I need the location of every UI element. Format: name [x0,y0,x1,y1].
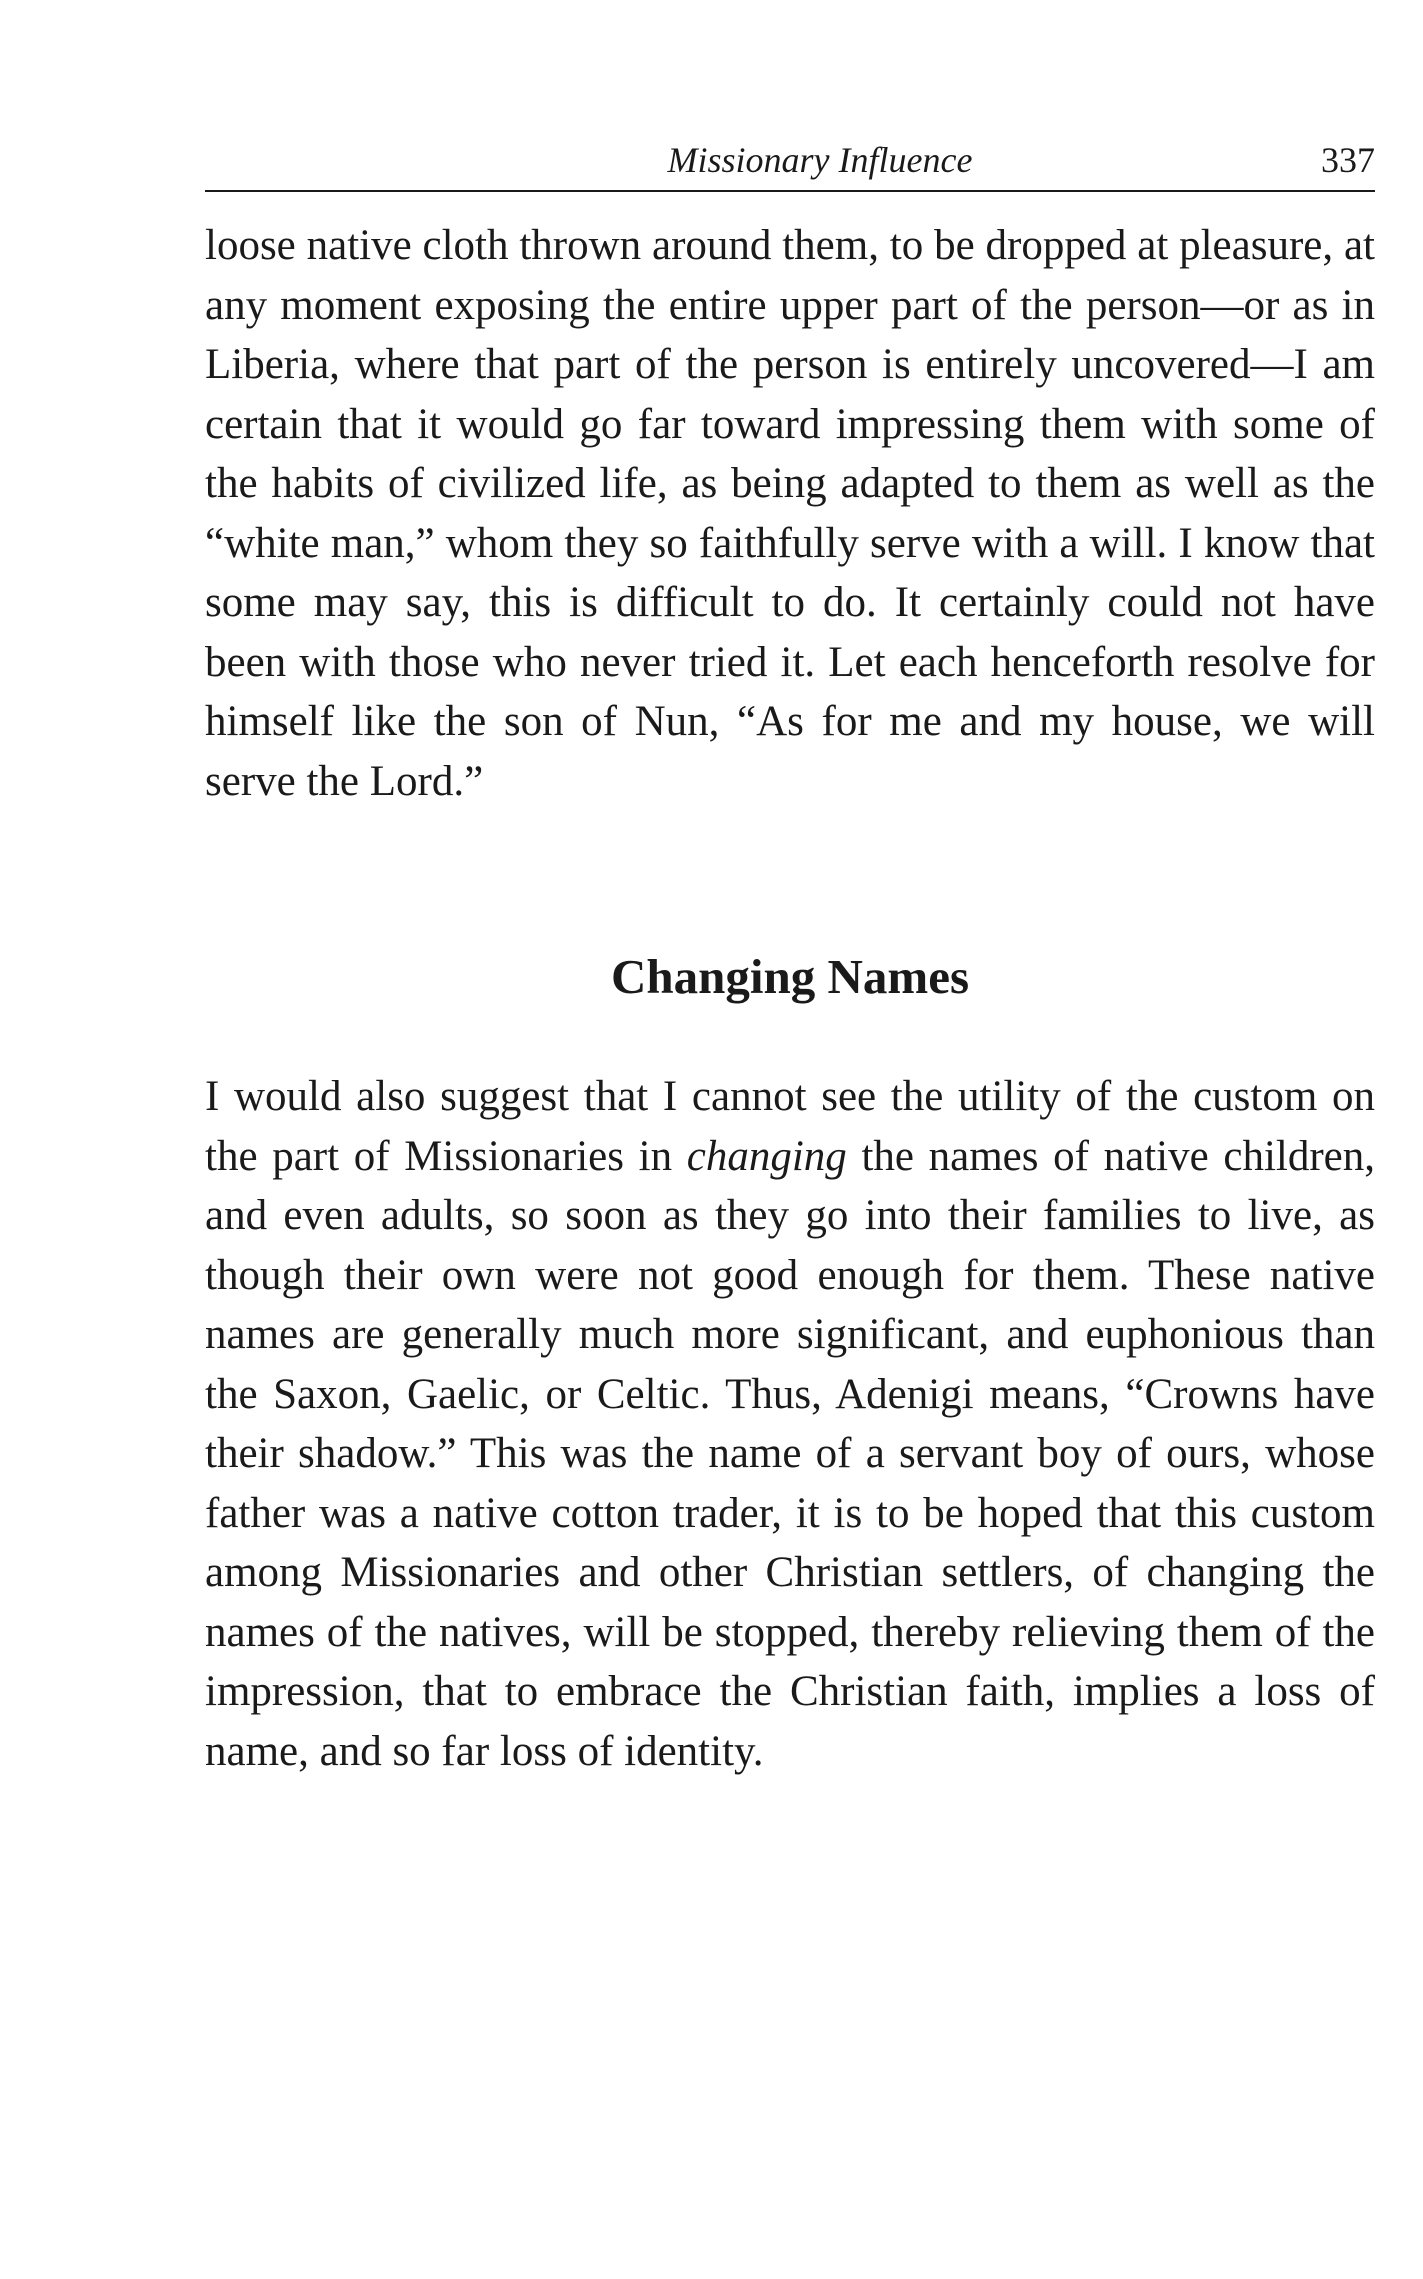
paragraph-continued: loose native cloth thrown around them, to be dropped at pleasure, at any moment exposing the entire upper part of the person—or as in Liberia, where that part of the person is entirely uncovered—I am certain that it would go far toward impressing them with some of the habits of civilized life, as being adapted to them as well as the “white man,” whom they so faithfully serve with a will. I know that some may say, this is difficult to do. It certainly could not have been with those who never tried it. Let each henceforth resolve for himself like the son of Nun, “As for me and my house, we will serve the Lord.” [205,222,1375,805]
header-rule [205,190,1375,192]
page-number: 337 [1321,140,1375,180]
running-title: Missionary Influence [667,140,973,180]
paragraph-text-start: I would also suggest that I cannot see the utility of the custom on the part of Missionaries in [205,1073,1375,1180]
book-page [205,138,1375,1781]
emphasized-word: changing [686,1132,847,1180]
section-heading: Changing Names [610,949,970,1004]
running-header [205,138,1375,190]
paragraph-changing-names [205,1067,1375,1781]
paragraph-text-end: the names of native children, and even adults, so soon as they go into their families to live, as though their own were not good enough for them. These native names are generally much more significant, and euphonious than the Saxon, Gaelic, or Celtic. Thus, Adenigi means, “Crowns have their shadow.” This was the name of a servant boy of ours, whose father was a native cotton trader, it is to be hoped that this custom among Missionaries and other Christian settlers, of changing the names of the natives, will be stopped, thereby relieving them of the impression, that to embrace the Christian faith, implies a loss of name, and so far loss of identity. [205,1132,1375,1775]
